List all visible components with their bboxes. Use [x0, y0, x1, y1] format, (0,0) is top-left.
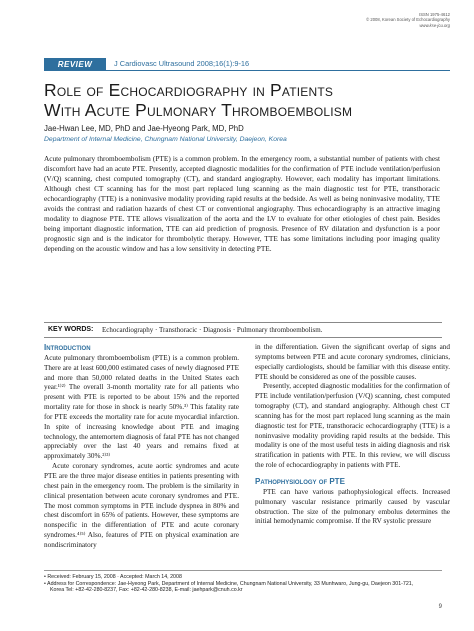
footnote-correspondence: • Address for Correspondence: Jae-Hyeong Park, Department of Internal Medicine, Chungnam National University, 33 Munhwaro, Jung-gu, Daejeon 301-721, — [44, 580, 414, 587]
affiliation: Department of Internal Medicine, Chungnam National University, Daejeon, Korea — [44, 136, 287, 143]
journal-citation: J Cardiovasc Ultrasound 2008;16(1):9-16 — [114, 59, 250, 68]
article-title — [44, 80, 464, 120]
article-banner — [0, 58, 474, 71]
section-heading-pathophysiology: Pathophysiology of PTE — [255, 476, 345, 486]
copyright: © 2008, Korean Society of Echocardiography — [366, 17, 450, 23]
paragraph: Acute pulmonary thromboembolism (PTE) is a common problem. There are at least 600,000 estimated cases of newly diagnosed PTE and more than 50,000 related deaths in the United States each year.¹⁾²⁾ The overall 3-month mortality rate for all patients who present with PTE is reported to be about 15% and the reported mortality rate for those in shock is nearly 50%.³⁾ This fatality rate for PTE exceeds the mortality rate for acute myocardial infarction. In spite of increasing knowledge about PTE and imaging technology, the antemortem diagnosis of fatal PTE has not changed appreciably over the last 40 years and remains fixed at approximately 30%.²⁾³⁾ — [44, 353, 239, 461]
footnote — [44, 574, 442, 594]
paragraph: PTE can have various pathophysiological effects. Increased pulmonary vascular resistance primarily caused by vascular obstruction. The size of the pulmonary embolus determines the initial hemodynamic compromise. If the RV systolic pressure — [255, 487, 450, 526]
keywords-box — [44, 322, 442, 338]
section-heading-introduction: Introduction — [44, 343, 91, 352]
left-column — [44, 343, 239, 551]
issn: ISSN 1975-4612 — [419, 12, 450, 17]
paragraph: in the differentiation. Given the significant overlap of signs and symptoms between PTE and acute coronary syndromes, clinicians, especially cardiologists, should be familiar with this disease entity. PTE should be considered as one of the possible causes. — [255, 343, 450, 381]
footnote-rule — [44, 570, 442, 571]
title-line-2: With Acute Pulmonary Thromboembolism — [44, 100, 353, 120]
footnote-contact: Korea Tel: +82-42-280-8237, Fax: +82-42-280-8238, E-mail: jaehpark@cnuh.co.kr — [50, 587, 243, 594]
review-tag: REVIEW — [57, 60, 93, 69]
footnote-received: • Received: February 15, 2008 · Accepted: March 14, 2008 — [44, 574, 182, 580]
page-number: 9 — [438, 604, 442, 610]
keywords-list: Echocardiography · Transthoracic · Diagnosis · Pulmonary thromboembolism. — [102, 326, 323, 334]
paragraph: Presently, accepted diagnostic modalities for the confirmation of PTE include ventilation/perfusion (V/Q) scanning, chest computed tomography (CT), and standard angiography. Although chest CT scanning has for the most part replaced lung scanning as the main diagnostic test for PTE, transthoracic echocardiography (TTE) is a noninvasive modality providing rapid results at the bedside. This modality is one of the most useful tests in aiding diagnosis and risk stratification in patients with PTE. In this review, we will discuss the role of echocardiography in patients with PTE. — [255, 382, 450, 470]
paragraph: Acute coronary syndromes, acute aortic syndromes and acute PTE are the three major disease entities in patients presenting with chest pain in the emergency room. The problem is the similarity in clinical presentation between acute coronary syndromes and PTE. The most common symptoms in PTE include dyspnea in 80% and chest discomfort in 65% of patients. However, these symptoms are nonspecific in the differentiation of PTE and acute coronary syndromes.⁴⁾⁵⁾ Also, features of PTE on physical examination are nondiscriminatory — [44, 462, 239, 549]
website: www.kse-jcu.org — [419, 22, 450, 28]
abstract: Acute pulmonary thromboembolism (PTE) is a common problem. In the emergency room, a substantial number of patients with chest discomfort have had an acute PTE. Presently, accepted diagnostic modalities for the confirmation of PTE include ventilation/perfusion (V/Q) scanning, chest computed tomography (CT), and standard angiography. However, each modality has important limitations. Although chest CT scanning has for the most part replaced lung scanning as the main diagnostic test for PTE, transthoracic echocardiography (TTE) is a noninvasive modality providing rapid results at the bedside. As well as being noninvasive modality, TTE avoids the contrast and radiation hazards of chest CT or conventional angiography. Thus echocardiography is an attractive imaging modality to diagnose PTE. TTE allows visualization of the aorta and the LV to evaluate for other etiologies of chest pain. Besides being important diagnostic information, TTE can aid prediction of prognosis. Presence of RV dilatation and dysfunction is a poor prognostic sign and is the indicator for thrombolytic therapy. However, TTE has some limitations including poor imaging quality depending on the acoustic window and has a low sensitivity in detecting PTE. — [44, 154, 440, 253]
banner-rule — [106, 70, 450, 71]
title-line-1: Role of Echocardiography in Patients — [44, 80, 334, 100]
keywords-label: KEY WORDS: — [48, 326, 94, 333]
journal-info — [366, 12, 450, 28]
right-column — [255, 343, 450, 527]
authors: Jae-Hwan Lee, MD, PhD and Jae-Hyeong Park, MD, PhD — [44, 124, 244, 133]
